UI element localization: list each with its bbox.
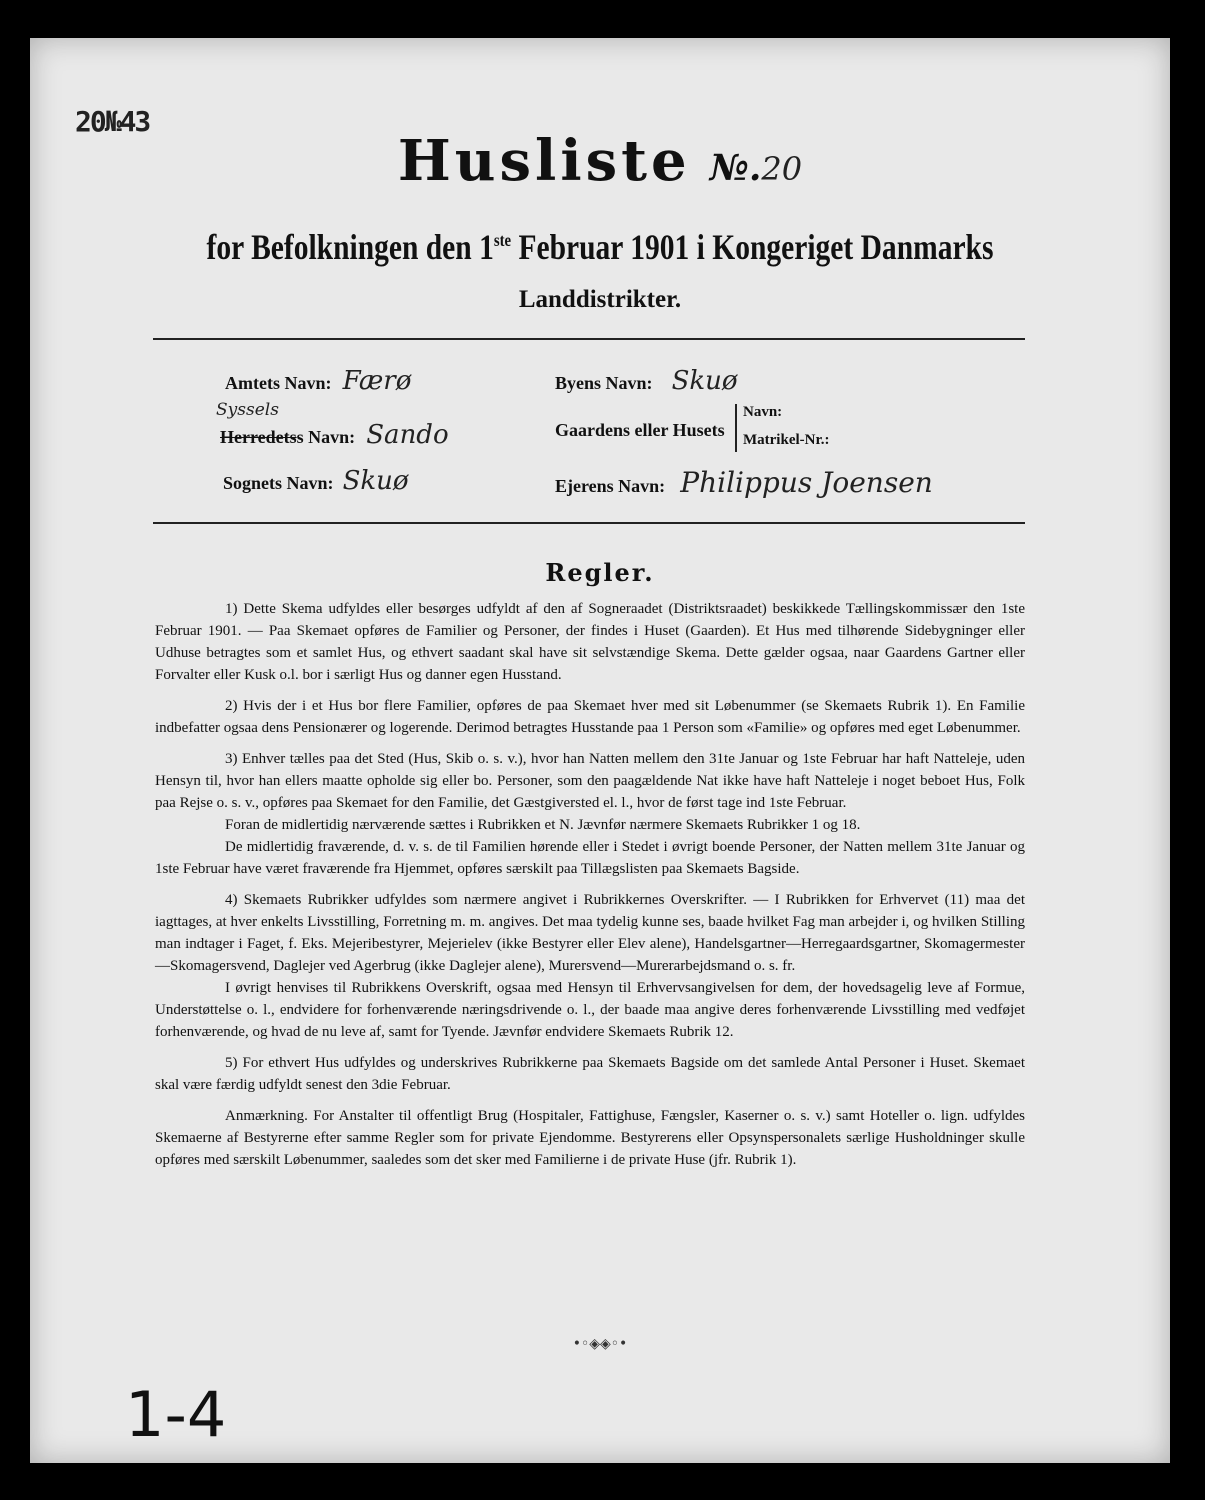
sogn-label: Sognets Navn: [223,473,334,493]
gaard-brace [735,404,737,452]
sogn-value: Skuø [342,466,409,496]
ejer-label: Ejerens Navn: [555,476,666,496]
rule-3c: De midlertidig fraværende, d. v. s. de til Familien hørende eller i Stedet i øvrigt boende Personer, der Natten mellem 31te Januar og 1ste Februar have været fraværende fra Hjemmet, opføres særskilt paa Tillægslisten paa Skemaets Bagside. [155,839,1025,877]
subtitle-sup: ste [493,230,512,250]
subtitle [133,226,1068,268]
by-label: Byens Navn: [555,373,653,393]
bottom-divider [153,522,1025,524]
rule-4a: 4) Skemaets Rubrikker udfyldes som nærmere angivet i Rubrikkernes Overskrifter. — I Rubrikken for Erhvervet (11) maa det iagttages, at hver enkelts Livsstilling, Forretning m. m. angives. Det maa tydelig kunne ses, baade hvilket Fag man arbejder i, og hvilken Stilling man indtager i Faget, f. Eks. Mejeribestyrer, Mejerielev (ikke Bestyrer eller Elev alene), Handelsgartner—Herregaardsgartner, Skomagermester—Skomagersvend, Daglejer ved Agerbrug (ikke Daglejer alene), Murersvend—Murerarbejdsmand o. s. fr. [155,892,1025,974]
page-title: Husliste [397,128,691,194]
list-number: 20 [761,150,803,188]
amt-field [225,366,411,396]
gaard-navn-label: Navn: [743,404,783,420]
note: Anmærkning. For Anstalter til offentligt Brug (Hospitaler, Fattighuse, Fængsler, Kaserner o. s. v.) samt Hoteller o. lign. udfyldes Skemaerne af Bestyrerne efter samme Regler som for private Ejendomme. Bestyrerens eller Opsynspersonalets særlige Husholdninger skulle opføres med særskilt Løbenummer, saaledes som det sker med Familierne i de private Huse (jfr. Rubrik 1). [155,1108,1025,1168]
herred-struck: Herredets [220,427,297,447]
subtitle-pre: for Befolkningen den 1 [206,227,494,267]
gaard-label: Gaardens eller Husets [555,420,725,440]
number-prefix: №. [709,147,762,189]
archive-stamp: 20№43 [75,105,150,138]
rule-3b: Foran de midlertidig nærværende sættes i Rubrikken et N. Jævnfør nærmere Skemaets Rubrikker 1 og 18. [225,817,861,833]
herred-field [216,400,449,450]
document-page [30,38,1170,1463]
amt-value: Færø [342,366,412,396]
by-value: Skuø [671,366,738,396]
ornament: •◦◈◈◦• [572,1336,628,1352]
herred-hand-prefix: Syssels [216,400,279,420]
by-field [555,366,738,396]
amt-label: Amtets Navn: [225,373,332,393]
district-heading: Landdistrikter. [518,286,682,313]
ejer-value: Philippus Joensen [680,466,933,499]
gaard-field [555,420,725,441]
gaard-matrikel-label: Matrikel-Nr.: [743,432,830,448]
rules-text [155,598,1025,1180]
rule-2: 2) Hvis der i et Hus bor flere Familier, opføres de paa Skemaet hver med sit Løbenummer (se Skemaets Rubrik 1). En Familie indbefatter ogsaa dens Pensionærer og logerende. Derimod betragtes Husstande paa 1 Person som «Familie» og opføres med eget Løbenummer. [155,698,1025,736]
ejer-field [555,466,933,499]
handwritten-note: 1-4 [125,1378,227,1451]
title-block [30,128,1170,194]
rule-4b: I øvrigt henvises til Rubrikkens Overskrift, ogsaa med Hensyn til Erhvervsangivelsen for dem, der hovedsagelig leve af Formue, Understøttelse o. l., endvidere for forhenværende næringsdrivende o. l., der baade maa angive deres forhenværende Livsstilling med vedføjet forhenværende, og hvad de nu leve af, samt for Tyende. Jævnfør endvidere Skemaets Rubrik 12. [155,980,1025,1040]
rules-heading: Regler. [545,558,655,587]
top-divider [153,338,1025,340]
herred-value: Sando [366,420,449,450]
herred-label: s Navn: [296,427,356,447]
rule-5: 5) For ethvert Hus udfyldes og underskrives Rubrikkerne paa Skemaets Bagside om det samlede Antal Personer i Huset. Skemaet skal være færdig udfyldt senest den 3die Februar. [155,1055,1025,1093]
rule-1: 1) Dette Skema udfyldes eller besørges udfyldt af den af Sogneraadet (Distriktsraadet) beskikkede Tællingskommissær den 1ste Februar 1901. — Paa Skemaet opføres de Familier og Personer, der findes i Huset (Gaarden). Et Hus med tilhørende Sidebygninger eller Udhuse betragtes som et samlet Hus, og ethvert saadant skal have sit selvstændige Skema. Dette gælder ogsaa, naar Gaardens Gartner eller Forvalter eller Kusk o.l. bor i særligt Hus og danner egen Husstand. [155,601,1025,683]
rule-3a: 3) Enhver tælles paa det Sted (Hus, Skib o. s. v.), hvor han Natten mellem den 31te Januar og 1ste Februar har haft Natteleje, uden Hensyn til, hvor han ellers maatte opholde sig eller bo. Personer, som den paagældende Nat ikke have haft Natteleje i noget beboet Hus, Folk paa Rejse o. s. v., opføres paa Skemaet for den Familie, det Gæstgiversted el. l., hvor de først tage ind 1ste Februar. [155,751,1025,811]
subtitle-post: Februar 1901 i Kongeriget Danmarks [518,227,994,267]
sogn-field [223,466,409,496]
